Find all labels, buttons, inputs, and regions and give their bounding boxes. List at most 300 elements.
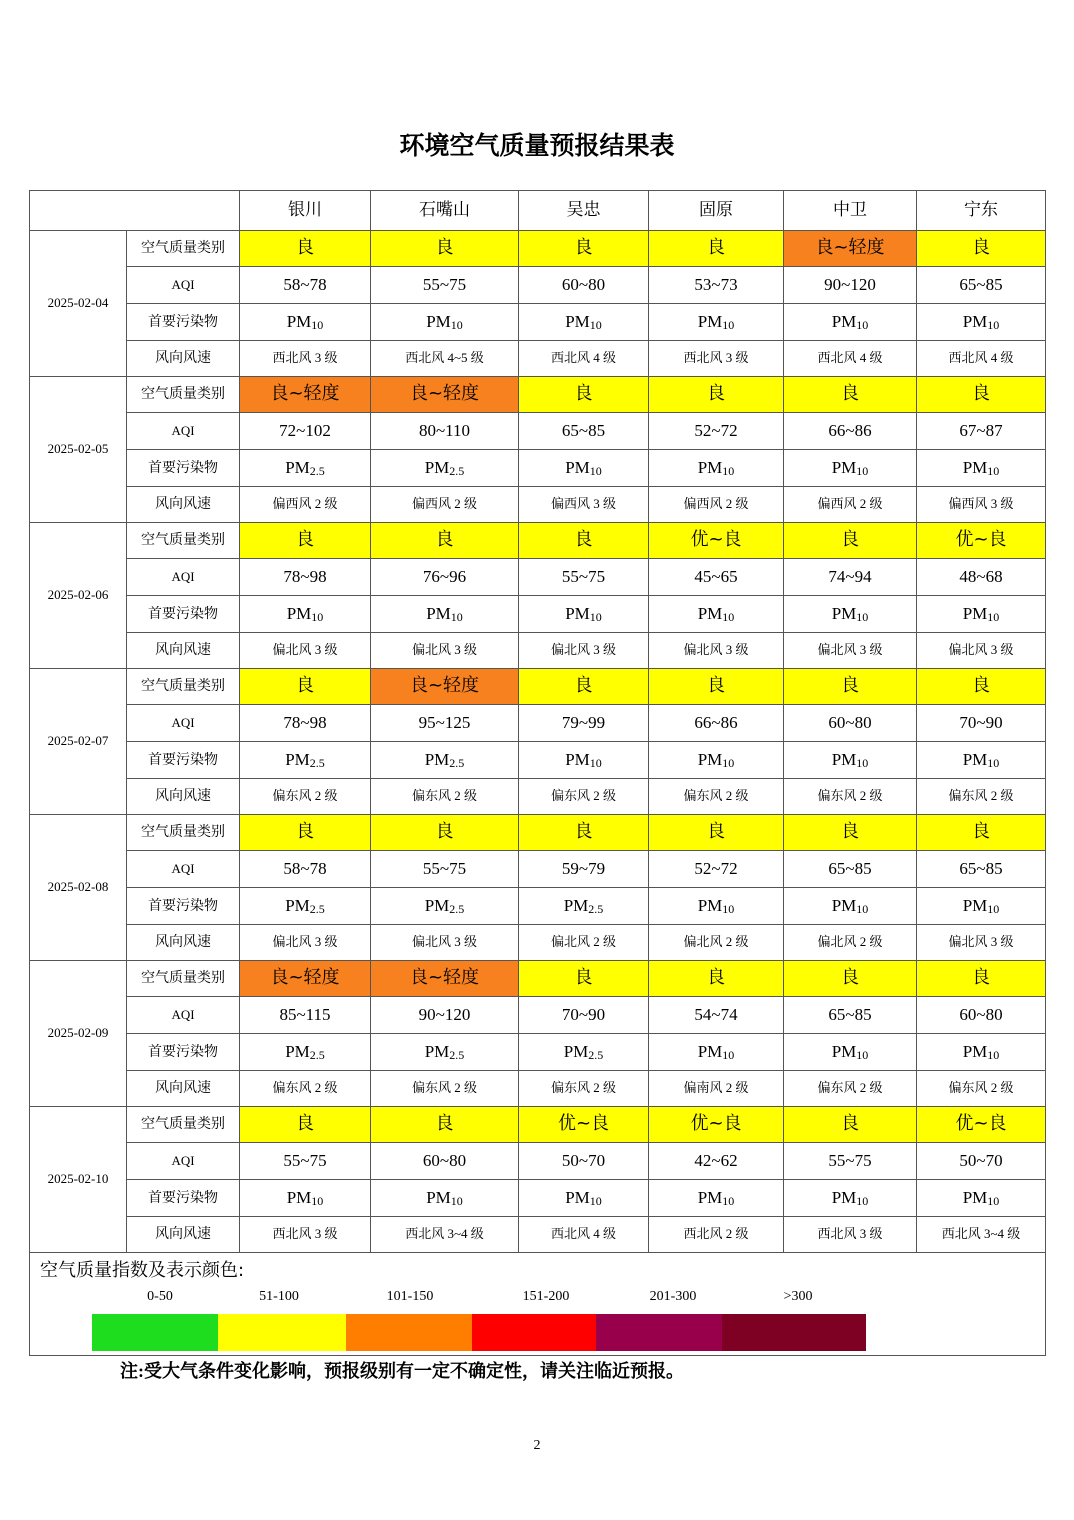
- table-row: [30, 705, 1046, 742]
- category-cell: 良: [371, 231, 519, 267]
- forecast-table: [29, 190, 1046, 1356]
- aqi-cell: 80~110: [371, 413, 519, 450]
- pollutant-subscript: 10: [722, 464, 735, 479]
- aqi-cell: 79~99: [519, 705, 649, 742]
- row-label-category: 空气质量类别: [127, 377, 240, 413]
- row-label-aqi: AQI: [127, 413, 240, 450]
- pollutant-subscript: 10: [856, 756, 869, 771]
- category-cell: 良: [371, 815, 519, 851]
- aqi-cell: 90~120: [371, 997, 519, 1034]
- legend-color-swatch: [218, 1314, 346, 1351]
- wind-cell: 偏北风 2 级: [649, 925, 784, 961]
- legend-color-swatch: [92, 1314, 218, 1351]
- pollutant-name: PM: [563, 1042, 589, 1062]
- wind-cell: 西北风 4 级: [784, 341, 917, 377]
- wind-cell: 偏东风 2 级: [649, 779, 784, 815]
- table-row: [30, 1107, 1046, 1143]
- table-row: [30, 1143, 1046, 1180]
- wind-cell: 偏东风 2 级: [240, 1071, 371, 1107]
- pollutant-cell: [917, 450, 1046, 487]
- pollutant-subscript: 10: [987, 756, 1000, 771]
- pollutant-name: PM: [424, 896, 450, 916]
- table-row: [30, 997, 1046, 1034]
- legend-color-swatch: [596, 1314, 722, 1351]
- wind-cell: 西北风 3 级: [240, 1217, 371, 1253]
- category-cell: 良: [784, 961, 917, 997]
- date-cell: 2025-02-10: [30, 1107, 127, 1253]
- pollutant-cell: [649, 1180, 784, 1217]
- row-label-aqi: AQI: [127, 997, 240, 1034]
- table-row: [30, 231, 1046, 267]
- city-header: 固原: [649, 191, 784, 231]
- wind-cell: 偏西风 3 级: [917, 487, 1046, 523]
- table-row: [30, 1180, 1046, 1217]
- pollutant-subscript: 10: [722, 1194, 735, 1209]
- pollutant-subscript: 10: [589, 610, 602, 625]
- pollutant-subscript: 10: [856, 318, 869, 333]
- pollutant-cell: [917, 304, 1046, 341]
- city-header: 石嘴山: [371, 191, 519, 231]
- wind-cell: 偏西风 2 级: [371, 487, 519, 523]
- aqi-cell: 42~62: [649, 1143, 784, 1180]
- legend-range-label: >300: [783, 1289, 813, 1304]
- category-cell: 良: [371, 1107, 519, 1143]
- table-row: [30, 1217, 1046, 1253]
- aqi-cell: 76~96: [371, 559, 519, 596]
- aqi-cell: 52~72: [649, 851, 784, 888]
- pollutant-name: PM: [286, 604, 312, 624]
- legend-cell: [30, 1253, 1046, 1356]
- wind-cell: 偏东风 2 级: [240, 779, 371, 815]
- table-row: [30, 559, 1046, 596]
- aqi-cell: 65~85: [917, 851, 1046, 888]
- header-row: [30, 191, 1046, 231]
- wind-cell: 西北风 3 级: [649, 341, 784, 377]
- pollutant-subscript: 2.5: [309, 464, 325, 479]
- pollutant-name: PM: [962, 750, 988, 770]
- row-label-wind: 风向风速: [127, 1071, 240, 1107]
- table-row: [30, 596, 1046, 633]
- wind-cell: 偏北风 2 级: [784, 925, 917, 961]
- row-label-pollutant: 首要污染物: [127, 596, 240, 633]
- pollutant-cell: [240, 450, 371, 487]
- pollutant-name: PM: [831, 896, 857, 916]
- pollutant-subscript: 10: [722, 756, 735, 771]
- category-cell: 良~轻度: [371, 961, 519, 997]
- pollutant-subscript: 10: [450, 1194, 463, 1209]
- pollutant-name: PM: [565, 312, 590, 332]
- table-row: [30, 1034, 1046, 1071]
- pollutant-cell: [917, 888, 1046, 925]
- row-label-pollutant: 首要污染物: [127, 450, 240, 487]
- pollutant-cell: [917, 596, 1046, 633]
- date-cell: 2025-02-04: [30, 231, 127, 377]
- pollutant-name: PM: [563, 896, 589, 916]
- pollutant-subscript: 2.5: [309, 902, 325, 917]
- legend-color-swatch: [472, 1314, 596, 1351]
- pollutant-name: PM: [962, 1042, 988, 1062]
- pollutant-name: PM: [831, 1042, 857, 1062]
- wind-cell: 偏北风 3 级: [784, 633, 917, 669]
- table-row: [30, 523, 1046, 559]
- pollutant-name: PM: [426, 312, 451, 332]
- pollutant-cell: [917, 742, 1046, 779]
- category-cell: 良: [649, 669, 784, 705]
- aqi-cell: 55~75: [784, 1143, 917, 1180]
- row-label-wind: 风向风速: [127, 925, 240, 961]
- pollutant-name: PM: [697, 1042, 723, 1062]
- row-label-wind: 风向风速: [127, 779, 240, 815]
- aqi-cell: 58~78: [240, 267, 371, 304]
- aqi-cell: 85~115: [240, 997, 371, 1034]
- pollutant-name: PM: [285, 1042, 310, 1062]
- pollutant-cell: [784, 450, 917, 487]
- city-header: 中卫: [784, 191, 917, 231]
- pollutant-cell: [371, 888, 519, 925]
- category-cell: 良: [519, 961, 649, 997]
- pollutant-cell: [519, 1034, 649, 1071]
- pollutant-subscript: 10: [856, 610, 869, 625]
- pollutant-cell: [240, 304, 371, 341]
- pollutant-name: PM: [831, 1188, 857, 1208]
- table-row: [30, 669, 1046, 705]
- wind-cell: 偏西风 3 级: [519, 487, 649, 523]
- pollutant-subscript: 10: [856, 1048, 869, 1063]
- pollutant-cell: [371, 1034, 519, 1071]
- category-cell: 良: [917, 377, 1046, 413]
- pollutant-name: PM: [962, 604, 988, 624]
- wind-cell: 西北风 4~5 级: [371, 341, 519, 377]
- table-row: [30, 304, 1046, 341]
- pollutant-name: PM: [565, 1188, 590, 1208]
- category-cell: 良: [784, 815, 917, 851]
- pollutant-cell: [371, 1180, 519, 1217]
- row-label-category: 空气质量类别: [127, 815, 240, 851]
- legend-range-label: 201-300: [649, 1289, 697, 1304]
- category-cell: 良~轻度: [240, 961, 371, 997]
- table-row: [30, 377, 1046, 413]
- city-header: 吴忠: [519, 191, 649, 231]
- row-label-aqi: AQI: [127, 559, 240, 596]
- category-cell: 良: [240, 669, 371, 705]
- pollutant-subscript: 10: [450, 318, 463, 333]
- pollutant-subscript: 10: [856, 1194, 869, 1209]
- pollutant-subscript: 10: [987, 610, 1000, 625]
- row-label-wind: 风向风速: [127, 1217, 240, 1253]
- wind-cell: 西北风 3~4 级: [371, 1217, 519, 1253]
- category-cell: 优~良: [917, 523, 1046, 559]
- table-row: [30, 779, 1046, 815]
- wind-cell: 偏东风 2 级: [519, 1071, 649, 1107]
- pollutant-cell: [784, 1034, 917, 1071]
- row-label-category: 空气质量类别: [127, 961, 240, 997]
- wind-cell: 偏北风 3 级: [917, 633, 1046, 669]
- aqi-cell: 60~80: [519, 267, 649, 304]
- pollutant-subscript: 10: [589, 318, 602, 333]
- aqi-cell: 67~87: [917, 413, 1046, 450]
- pollutant-name: PM: [424, 1042, 450, 1062]
- aqi-cell: 66~86: [649, 705, 784, 742]
- pollutant-name: PM: [962, 312, 988, 332]
- category-cell: 良: [784, 1107, 917, 1143]
- pollutant-cell: [649, 596, 784, 633]
- pollutant-name: PM: [831, 604, 857, 624]
- pollutant-cell: [917, 1180, 1046, 1217]
- aqi-cell: 54~74: [649, 997, 784, 1034]
- category-cell: 良~轻度: [784, 231, 917, 267]
- row-label-aqi: AQI: [127, 851, 240, 888]
- pollutant-subscript: 2.5: [588, 902, 604, 917]
- row-label-pollutant: 首要污染物: [127, 304, 240, 341]
- legend-row: [30, 1253, 1046, 1356]
- legend-range-label: 101-150: [386, 1289, 434, 1304]
- legend-range-label: 0-50: [147, 1289, 173, 1304]
- wind-cell: 偏北风 3 级: [371, 925, 519, 961]
- pollutant-name: PM: [697, 458, 723, 478]
- wind-cell: 西北风 4 级: [519, 341, 649, 377]
- pollutant-cell: [519, 1180, 649, 1217]
- aqi-cell: 74~94: [784, 559, 917, 596]
- pollutant-subscript: 2.5: [588, 1048, 604, 1063]
- pollutant-subscript: 10: [311, 610, 324, 625]
- category-cell: 良: [519, 231, 649, 267]
- pollutant-name: PM: [962, 896, 988, 916]
- pollutant-subscript: 10: [856, 464, 869, 479]
- category-cell: 良~轻度: [240, 377, 371, 413]
- wind-cell: 西北风 3 级: [784, 1217, 917, 1253]
- pollutant-subscript: 10: [722, 902, 735, 917]
- pollutant-name: PM: [285, 896, 310, 916]
- pollutant-subscript: 10: [589, 1194, 602, 1209]
- table-row: [30, 341, 1046, 377]
- pollutant-subscript: 2.5: [449, 902, 465, 917]
- page-title: 环境空气质量预报结果表: [399, 133, 675, 160]
- row-label-pollutant: 首要污染物: [127, 1034, 240, 1071]
- aqi-cell: 48~68: [917, 559, 1046, 596]
- wind-cell: 偏北风 2 级: [519, 925, 649, 961]
- category-cell: 良: [917, 231, 1046, 267]
- category-cell: 良: [519, 669, 649, 705]
- category-cell: 良: [649, 231, 784, 267]
- category-cell: 良: [917, 669, 1046, 705]
- pollutant-name: PM: [565, 604, 590, 624]
- pollutant-subscript: 2.5: [309, 756, 325, 771]
- aqi-cell: 70~90: [519, 997, 649, 1034]
- table-row: [30, 815, 1046, 851]
- aqi-cell: 65~85: [784, 851, 917, 888]
- category-cell: 良: [784, 669, 917, 705]
- aqi-cell: 60~80: [784, 705, 917, 742]
- row-label-wind: 风向风速: [127, 487, 240, 523]
- pollutant-cell: [784, 1180, 917, 1217]
- wind-cell: 偏东风 2 级: [371, 1071, 519, 1107]
- pollutant-subscript: 2.5: [309, 1048, 325, 1063]
- pollutant-subscript: 10: [589, 756, 602, 771]
- row-label-pollutant: 首要污染物: [127, 742, 240, 779]
- category-cell: 良: [240, 523, 371, 559]
- pollutant-subscript: 10: [987, 1194, 1000, 1209]
- page-number: 2: [533, 1438, 541, 1453]
- category-cell: 良~轻度: [371, 669, 519, 705]
- wind-cell: 偏南风 2 级: [649, 1071, 784, 1107]
- legend-range-label: 151-200: [522, 1289, 570, 1304]
- pollutant-cell: [240, 1180, 371, 1217]
- aqi-cell: 45~65: [649, 559, 784, 596]
- pollutant-subscript: 10: [987, 902, 1000, 917]
- wind-cell: 偏北风 3 级: [240, 925, 371, 961]
- pollutant-cell: [371, 450, 519, 487]
- pollutant-cell: [519, 596, 649, 633]
- table-row: [30, 487, 1046, 523]
- pollutant-name: PM: [697, 312, 723, 332]
- aqi-cell: 50~70: [917, 1143, 1046, 1180]
- category-cell: 良: [240, 1107, 371, 1143]
- wind-cell: 偏西风 2 级: [240, 487, 371, 523]
- wind-cell: 西北风 3~4 级: [917, 1217, 1046, 1253]
- wind-cell: 偏东风 2 级: [784, 1071, 917, 1107]
- pollutant-cell: [917, 1034, 1046, 1071]
- wind-cell: 西北风 4 级: [519, 1217, 649, 1253]
- category-cell: 良~轻度: [371, 377, 519, 413]
- city-header: 银川: [240, 191, 371, 231]
- wind-cell: 西北风 3 级: [240, 341, 371, 377]
- pollutant-name: PM: [286, 1188, 312, 1208]
- pollutant-name: PM: [426, 1188, 451, 1208]
- pollutant-cell: [649, 1034, 784, 1071]
- wind-cell: 偏北风 3 级: [240, 633, 371, 669]
- wind-cell: 偏东风 2 级: [784, 779, 917, 815]
- row-label-category: 空气质量类别: [127, 523, 240, 559]
- wind-cell: 偏东风 2 级: [917, 779, 1046, 815]
- row-label-category: 空气质量类别: [127, 669, 240, 705]
- pollutant-name: PM: [697, 604, 723, 624]
- row-label-category: 空气质量类别: [127, 1107, 240, 1143]
- table-row: [30, 450, 1046, 487]
- pollutant-name: PM: [697, 1188, 723, 1208]
- category-cell: 优~良: [917, 1107, 1046, 1143]
- aqi-cell: 52~72: [649, 413, 784, 450]
- pollutant-cell: [784, 742, 917, 779]
- pollutant-name: PM: [831, 458, 857, 478]
- date-cell: 2025-02-09: [30, 961, 127, 1107]
- wind-cell: 偏北风 3 级: [917, 925, 1046, 961]
- pollutant-cell: [784, 888, 917, 925]
- pollutant-cell: [519, 304, 649, 341]
- aqi-cell: 55~75: [371, 267, 519, 304]
- pollutant-subscript: 10: [311, 318, 324, 333]
- pollutant-subscript: 10: [987, 1048, 1000, 1063]
- wind-cell: 偏东风 2 级: [917, 1071, 1046, 1107]
- category-cell: 良: [240, 815, 371, 851]
- date-cell: 2025-02-06: [30, 523, 127, 669]
- pollutant-name: PM: [426, 604, 451, 624]
- pollutant-cell: [519, 742, 649, 779]
- row-label-category: 空气质量类别: [127, 231, 240, 267]
- table-row: [30, 267, 1046, 304]
- legend-color-swatch: [346, 1314, 472, 1351]
- pollutant-cell: [784, 304, 917, 341]
- category-cell: 优~良: [649, 523, 784, 559]
- row-label-pollutant: 首要污染物: [127, 1180, 240, 1217]
- aqi-cell: 60~80: [371, 1143, 519, 1180]
- pollutant-subscript: 10: [450, 610, 463, 625]
- category-cell: 优~良: [519, 1107, 649, 1143]
- pollutant-cell: [240, 742, 371, 779]
- date-cell: 2025-02-07: [30, 669, 127, 815]
- pollutant-name: PM: [831, 750, 857, 770]
- category-cell: 优~良: [649, 1107, 784, 1143]
- wind-cell: 偏北风 3 级: [371, 633, 519, 669]
- table-row: [30, 413, 1046, 450]
- city-header: 宁东: [917, 191, 1046, 231]
- pollutant-cell: [649, 450, 784, 487]
- pollutant-subscript: 10: [311, 1194, 324, 1209]
- aqi-cell: 72~102: [240, 413, 371, 450]
- category-cell: 良: [519, 523, 649, 559]
- legend-color-swatch: [722, 1314, 866, 1351]
- aqi-cell: 65~85: [519, 413, 649, 450]
- pollutant-cell: [649, 742, 784, 779]
- row-label-pollutant: 首要污染物: [127, 888, 240, 925]
- aqi-cell: 53~73: [649, 267, 784, 304]
- row-label-wind: 风向风速: [127, 341, 240, 377]
- table-row: [30, 961, 1046, 997]
- wind-cell: 偏东风 2 级: [371, 779, 519, 815]
- aqi-cell: 90~120: [784, 267, 917, 304]
- category-cell: 良: [917, 815, 1046, 851]
- pollutant-name: PM: [697, 896, 723, 916]
- category-cell: 良: [649, 815, 784, 851]
- table-row: [30, 1071, 1046, 1107]
- table-row: [30, 633, 1046, 669]
- legend: [30, 1253, 1045, 1355]
- aqi-cell: 66~86: [784, 413, 917, 450]
- category-cell: 良: [649, 377, 784, 413]
- pollutant-name: PM: [286, 312, 312, 332]
- aqi-cell: 55~75: [240, 1143, 371, 1180]
- wind-cell: 西北风 2 级: [649, 1217, 784, 1253]
- category-cell: 良: [784, 523, 917, 559]
- category-cell: 良: [649, 961, 784, 997]
- pollutant-name: PM: [831, 312, 857, 332]
- pollutant-cell: [371, 742, 519, 779]
- aqi-cell: 78~98: [240, 705, 371, 742]
- date-cell: 2025-02-08: [30, 815, 127, 961]
- category-cell: 良: [917, 961, 1046, 997]
- date-cell: 2025-02-05: [30, 377, 127, 523]
- pollutant-subscript: 10: [987, 464, 1000, 479]
- aqi-cell: 70~90: [917, 705, 1046, 742]
- aqi-cell: 59~79: [519, 851, 649, 888]
- pollutant-subscript: 10: [722, 1048, 735, 1063]
- wind-cell: 偏西风 2 级: [784, 487, 917, 523]
- pollutant-name: PM: [285, 458, 310, 478]
- pollutant-name: PM: [285, 750, 310, 770]
- pollutant-cell: [784, 596, 917, 633]
- pollutant-cell: [240, 1034, 371, 1071]
- pollutant-subscript: 10: [722, 318, 735, 333]
- category-cell: 良: [784, 377, 917, 413]
- aqi-cell: 65~85: [784, 997, 917, 1034]
- pollutant-subscript: 10: [589, 464, 602, 479]
- row-label-aqi: AQI: [127, 1143, 240, 1180]
- category-cell: 良: [240, 231, 371, 267]
- pollutant-name: PM: [565, 750, 590, 770]
- pollutant-cell: [649, 888, 784, 925]
- legend-range-label: 51-100: [259, 1289, 299, 1304]
- pollutant-cell: [240, 888, 371, 925]
- aqi-cell: 55~75: [519, 559, 649, 596]
